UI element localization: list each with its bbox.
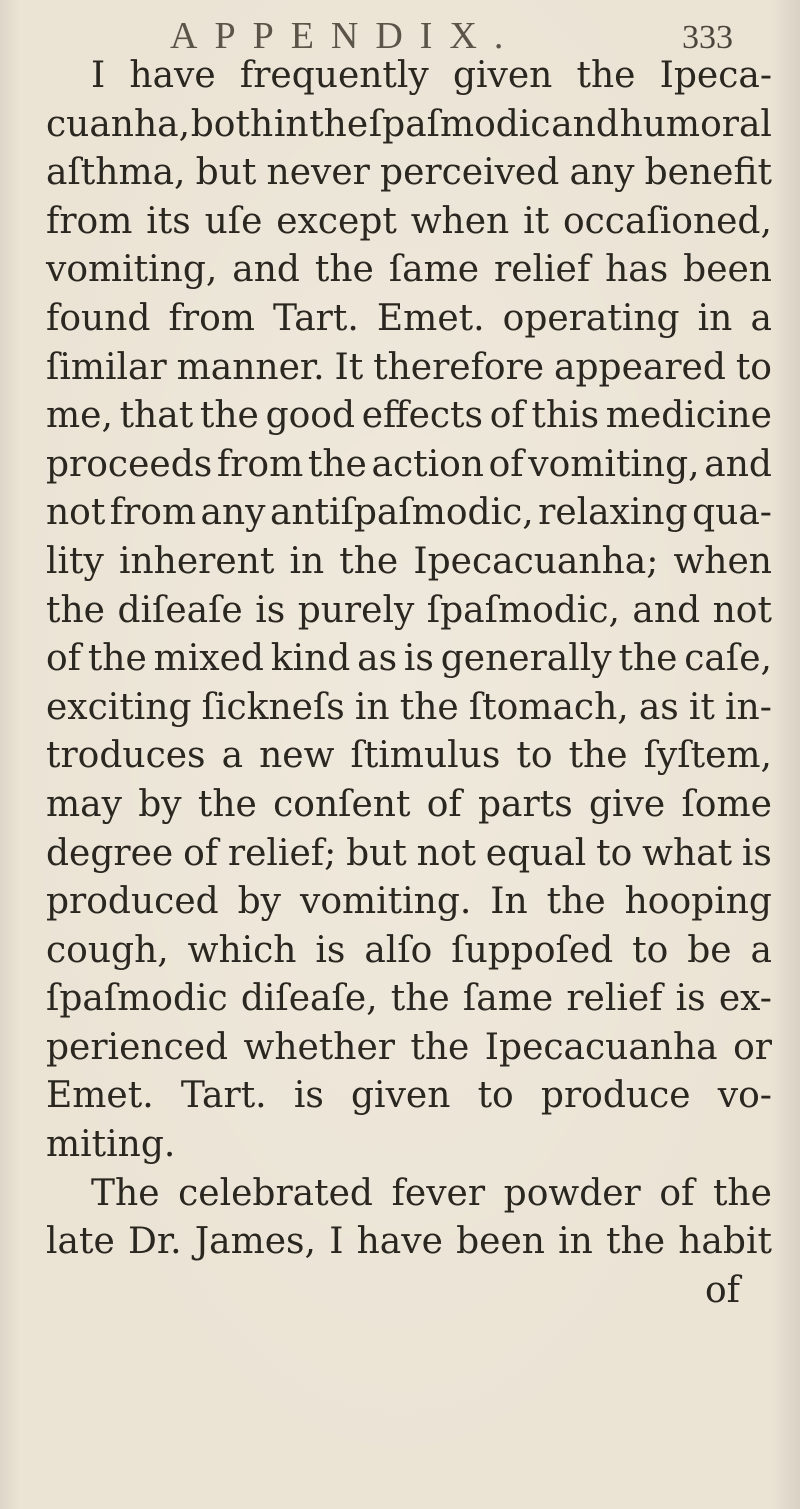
catchword: of xyxy=(705,1269,740,1311)
text-line: of the mixed kind as is generally the caſe, xyxy=(46,638,772,680)
text-line: perienced whether the Ipecacuanha or xyxy=(46,1026,772,1068)
text-line: produced by vomiting. In the hooping xyxy=(46,881,772,923)
text-line: I have frequently given the Ipeca- xyxy=(91,55,772,96)
text-line: cough, which is alſo ſuppoſed to be a xyxy=(46,929,772,971)
text-line: troduces a new ſtimulus to the ſyſtem, xyxy=(46,735,772,777)
text-line: The celebrated fever powder of the xyxy=(91,1172,772,1214)
text-line: from its uſe except when it occaſioned, xyxy=(46,200,772,242)
text-line: proceeds from the action of vomiting, and xyxy=(46,443,772,485)
text-line: late Dr. James, I have been in the habit xyxy=(46,1221,772,1263)
text-line: aſthma, but never perceived any benefit xyxy=(46,152,772,194)
text-line: cuanha, both in the ſpaſmodic and humoral xyxy=(46,103,772,145)
text-line: ſimilar manner. It therefore appeared to xyxy=(46,346,772,388)
text-line: vomiting, and the ſame relief has been xyxy=(46,249,772,291)
text-line: found from Tart. Emet. operating in a xyxy=(46,297,772,339)
text-line: lity inherent in the Ipecacuanha; when xyxy=(46,540,772,582)
text-line: exciting ſickneſs in the ſtomach, as it in- xyxy=(46,686,772,728)
running-head: APPENDIX. xyxy=(170,15,521,57)
text-line: degree of relief; but not equal to what is xyxy=(46,832,772,874)
page-header xyxy=(0,16,800,56)
body-text xyxy=(46,52,772,1315)
text-line: the diſeaſe is purely ſpaſmodic, and not xyxy=(46,589,772,631)
text-line: not from any antiſpaſmodic, relaxing qua- xyxy=(46,492,772,534)
text-line: ſpaſmodic diſeaſe, the ſame relief is ex- xyxy=(46,978,772,1020)
text-line: may by the conſent of parts give ſome xyxy=(46,783,772,825)
text-line: miting. xyxy=(46,1124,176,1166)
text-line: me, that the good effects of this medicine xyxy=(46,395,772,437)
page-number: 333 xyxy=(682,19,733,56)
text-line: Emet. Tart. is given to produce vo- xyxy=(46,1075,772,1117)
